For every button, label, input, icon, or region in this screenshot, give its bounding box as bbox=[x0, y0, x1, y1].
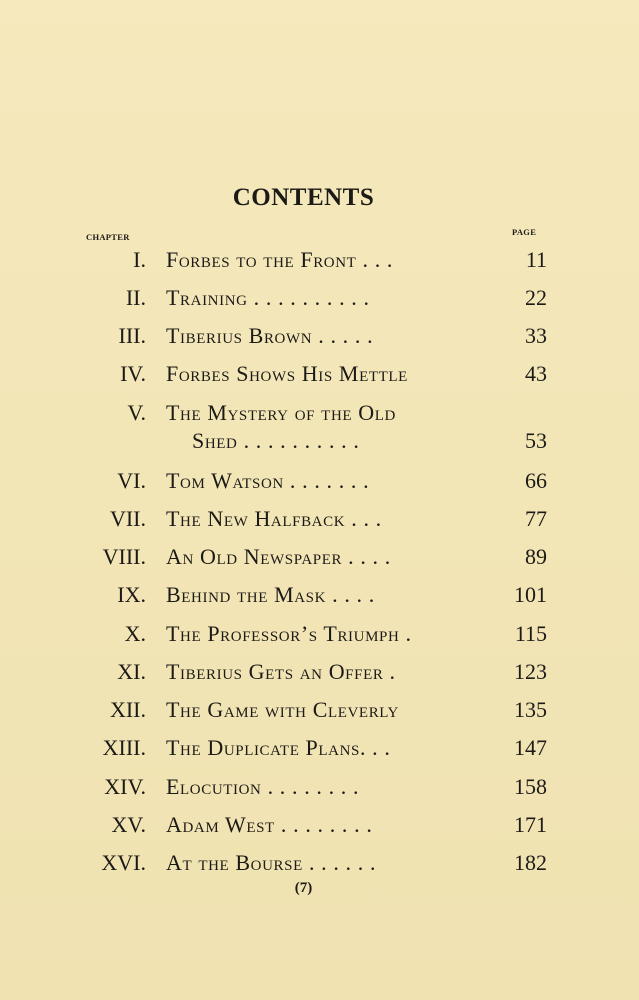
chapter-number: V. bbox=[127, 400, 146, 425]
chapter-number: XIV. bbox=[104, 774, 146, 799]
page-number: 77 bbox=[525, 506, 547, 531]
chapter-number: XI. bbox=[117, 659, 146, 684]
toc-entry bbox=[0, 537, 639, 577]
page-number: 135 bbox=[514, 697, 547, 722]
chapter-title: The Game with Cleverly bbox=[166, 697, 399, 722]
toc-entry bbox=[0, 728, 639, 768]
chapter-number: VI. bbox=[117, 468, 146, 493]
page-number: 22 bbox=[525, 285, 547, 310]
chapter-title: The Professor’s Triumph . bbox=[166, 621, 412, 646]
chapter-title: An Old Newspaper . . . . bbox=[166, 544, 391, 569]
chapter-number: XVI. bbox=[101, 850, 146, 875]
toc-entry bbox=[0, 499, 639, 539]
page-number: 101 bbox=[514, 582, 547, 607]
toc-entry bbox=[0, 316, 639, 356]
chapter-number: XII. bbox=[109, 697, 146, 722]
chapter-number: XIII. bbox=[102, 735, 146, 760]
toc-entry bbox=[0, 805, 639, 845]
chapter-title: Tom Watson . . . . . . . bbox=[166, 468, 370, 493]
toc-entry-continuation bbox=[0, 421, 639, 461]
chapter-title: At the Bourse . . . . . . bbox=[166, 850, 377, 875]
toc-entry bbox=[0, 240, 639, 280]
chapter-number: II. bbox=[125, 285, 146, 310]
toc-entry bbox=[0, 354, 639, 394]
chapter-number: I. bbox=[133, 247, 146, 272]
chapter-title: Tiberius Brown . . . . . bbox=[166, 323, 374, 348]
chapter-number: IX. bbox=[117, 582, 146, 607]
chapter-title: Tiberius Gets an Offer . bbox=[166, 659, 396, 684]
chapter-column-header: CHAPTER bbox=[86, 232, 130, 242]
chapter-title: The Mystery of the Old bbox=[166, 400, 396, 425]
page-number: 89 bbox=[525, 544, 547, 569]
toc-entry bbox=[0, 278, 639, 318]
page-number: 182 bbox=[514, 850, 547, 875]
chapter-title: Adam West . . . . . . . . bbox=[166, 812, 373, 837]
toc-entry bbox=[0, 652, 639, 692]
chapter-title: Behind the Mask . . . . bbox=[166, 582, 375, 607]
toc-entry bbox=[0, 614, 639, 654]
page-number: 147 bbox=[514, 735, 547, 760]
toc-entry bbox=[0, 843, 639, 883]
chapter-title-continuation: Shed . . . . . . . . . . bbox=[192, 428, 360, 453]
page-number: 158 bbox=[514, 774, 547, 799]
chapter-title: The Duplicate Plans. . . bbox=[166, 735, 391, 760]
page-number: 11 bbox=[525, 247, 547, 272]
chapter-number: VIII. bbox=[102, 544, 146, 569]
chapter-number: VII. bbox=[109, 506, 146, 531]
toc-entry bbox=[0, 461, 639, 501]
toc-entry bbox=[0, 575, 639, 615]
page-folio: (7) bbox=[294, 880, 313, 896]
chapter-title: Training . . . . . . . . . . bbox=[166, 285, 370, 310]
contents-heading: CONTENTS bbox=[232, 184, 375, 211]
page-number: 43 bbox=[525, 361, 547, 386]
page-number: 66 bbox=[525, 468, 547, 493]
chapter-number: IV. bbox=[120, 361, 146, 386]
page-number: 53 bbox=[525, 428, 547, 453]
chapter-title: Forbes Shows His Mettle bbox=[166, 361, 408, 386]
page-number: 115 bbox=[514, 621, 547, 646]
chapter-number: X. bbox=[124, 621, 146, 646]
chapter-number: XV. bbox=[111, 812, 146, 837]
page-number: 171 bbox=[514, 812, 547, 837]
chapter-title: Forbes to the Front . . . bbox=[166, 247, 394, 272]
page-column-header: PAGE bbox=[512, 227, 537, 237]
chapter-title: The New Halfback . . . bbox=[166, 506, 382, 531]
toc-entry bbox=[0, 767, 639, 807]
chapter-title: Elocution . . . . . . . . bbox=[166, 774, 360, 799]
toc-entry bbox=[0, 690, 639, 730]
chapter-number: III. bbox=[118, 323, 146, 348]
page-number: 33 bbox=[525, 323, 547, 348]
page-number: 123 bbox=[514, 659, 547, 684]
